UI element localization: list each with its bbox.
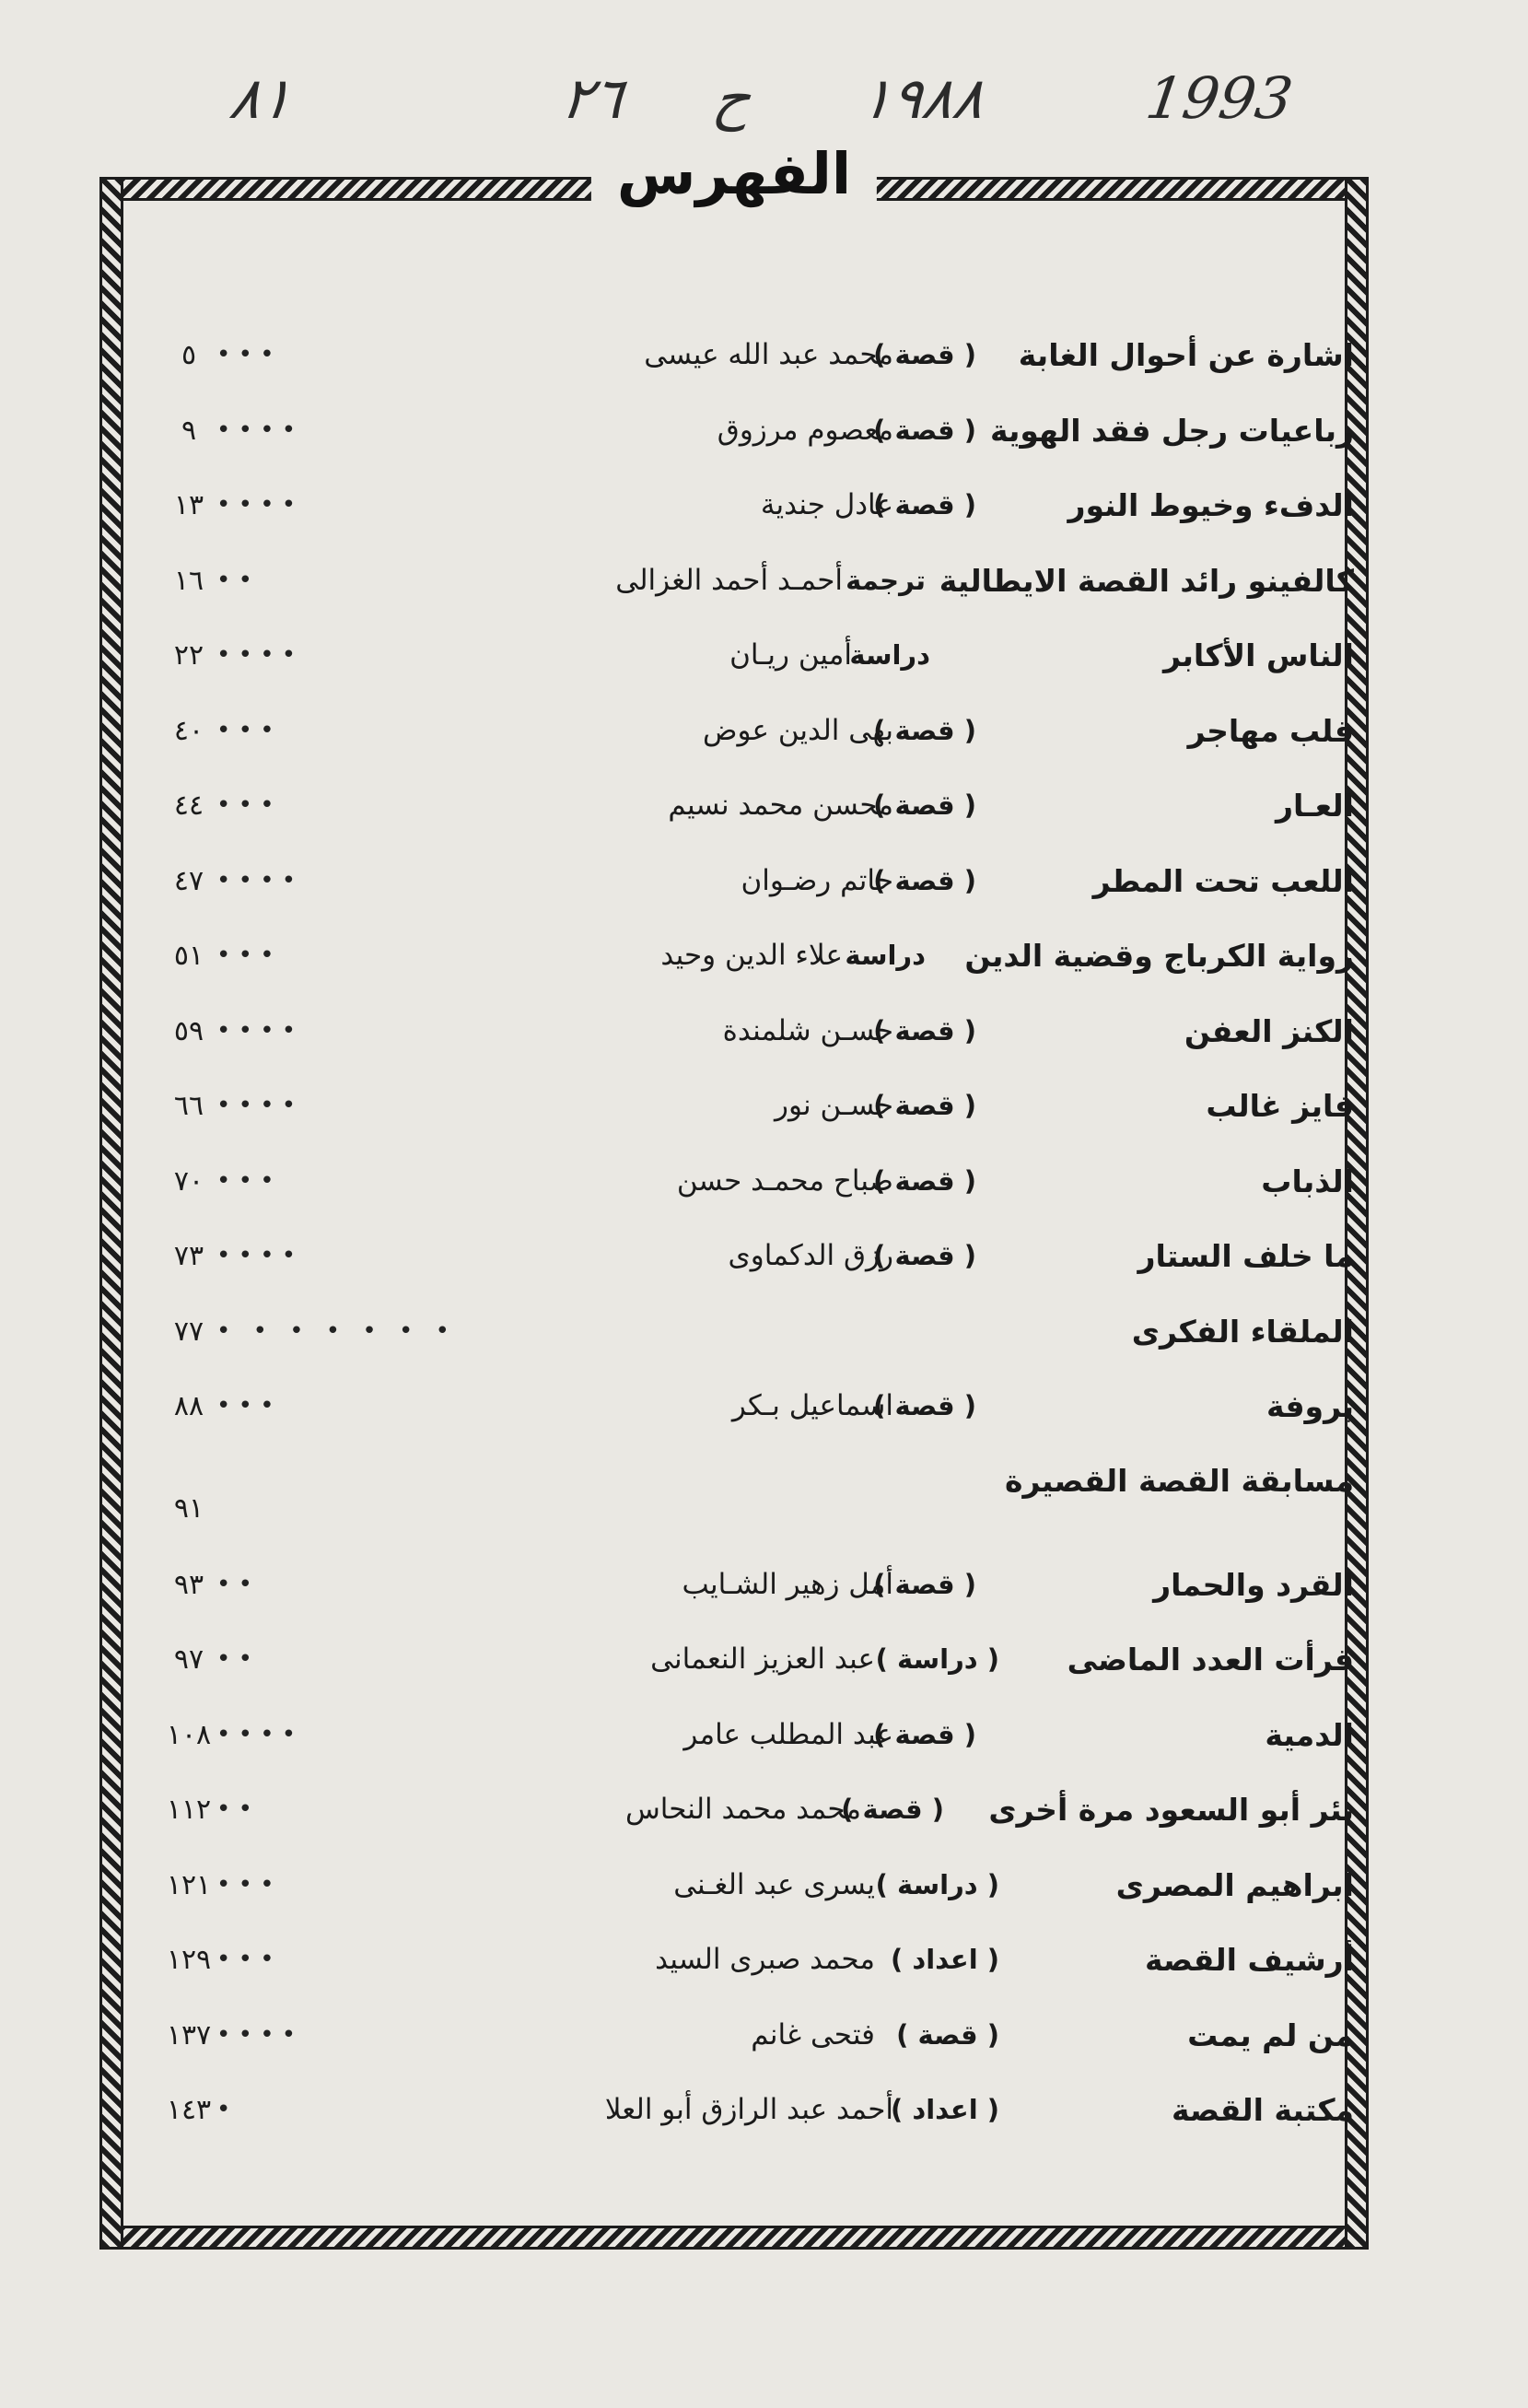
entry-title: اللعب تحت المطر xyxy=(1092,862,1354,899)
toc-entry xyxy=(147,1622,1354,1698)
entry-author: أمل زهير الشـايب xyxy=(682,1567,893,1601)
entry-type: ( قصة ) xyxy=(873,1390,976,1421)
entry-title: مكتبة القصة xyxy=(1171,2092,1354,2128)
entry-type: ( قصة ) xyxy=(873,714,976,746)
entry-page-number: ١٤٣ xyxy=(166,2094,212,2126)
entry-type: ( اعداد ) xyxy=(890,1944,999,1975)
toc-entry xyxy=(147,618,1354,694)
entry-leader-dots: • xyxy=(216,2096,231,2123)
entry-author: عادل جندية xyxy=(760,488,893,521)
entry-title: ما خلف الستار xyxy=(1137,1238,1354,1274)
entry-page-number: ٤٧ xyxy=(173,864,204,897)
handwritten-sep: ح xyxy=(708,64,756,132)
entry-page-number: ١٦ xyxy=(173,564,204,597)
entry-leader-dots: • • • xyxy=(216,1946,274,1973)
toc-entry xyxy=(147,994,1354,1070)
entry-title: فايز غالب xyxy=(1206,1088,1354,1124)
entry-type: ( دراسة ) xyxy=(875,1868,999,1900)
entry-author: صباح محمـد حسن xyxy=(676,1163,893,1198)
page-title: الفهرس xyxy=(616,140,852,207)
frame-left-border xyxy=(99,177,123,2250)
entry-title: رباعيات رجل فقد الهوية xyxy=(989,412,1354,449)
entry-type: ( قصة ) xyxy=(873,864,976,896)
entry-author: فتحى غانم xyxy=(751,2017,875,2051)
title-wrap xyxy=(591,140,877,207)
entry-page-number: ٤٤ xyxy=(173,789,204,822)
entry-leader-dots: • • • xyxy=(216,1392,274,1420)
entry-author: عبد المطلب عامر xyxy=(683,1717,893,1751)
entry-author: أمين ريـان xyxy=(729,638,852,672)
toc-entry xyxy=(147,1548,1354,1623)
toc-entry xyxy=(147,844,1354,919)
entry-title: اشارة عن أحوال الغابة xyxy=(1018,337,1354,373)
entry-title: الملقاء الفكرى xyxy=(1131,1313,1354,1350)
entry-leader-dots: • • xyxy=(216,1570,252,1598)
toc-entry xyxy=(147,1772,1354,1848)
entry-type: ( قصة ) xyxy=(896,2018,999,2051)
entry-title: ابراهيم المصرى xyxy=(1115,1866,1354,1903)
entry-leader-dots: • • • • xyxy=(216,491,297,519)
entry-leader-dots: • • • • xyxy=(216,1720,297,1748)
entry-page-number: ٤٠ xyxy=(173,714,204,747)
entry-author: علاء الدين وحيد xyxy=(660,939,843,972)
entry-leader-dots: • • • xyxy=(216,716,274,744)
entry-title: كالفينو رائد القصة الايطالية xyxy=(939,562,1354,599)
toc-entry xyxy=(147,1698,1354,1773)
entry-title: الذباب xyxy=(1261,1163,1354,1199)
entry-leader-dots: • • • • xyxy=(216,1092,297,1119)
entry-page-number: ٥٩ xyxy=(173,1014,204,1047)
entry-type: ( قصة ) xyxy=(873,414,976,446)
entry-title: من لم يمت xyxy=(1187,2016,1354,2053)
toc-entry xyxy=(147,393,1354,469)
entry-leader-dots: • • • xyxy=(216,1870,274,1899)
entry-title: رواية الكرباج وقضية الدين xyxy=(964,938,1354,974)
toc-entry xyxy=(147,918,1354,994)
entry-title: الدمية xyxy=(1265,1716,1354,1753)
toc-entry xyxy=(147,1144,1354,1220)
toc-entry xyxy=(147,1219,1354,1294)
entry-leader-dots: • • • • xyxy=(216,415,297,444)
entry-type: ( قصة ) xyxy=(873,489,976,520)
entry-title: الدفء وخيوط النور xyxy=(1067,487,1354,523)
entry-author: اسماعيل بـكر xyxy=(731,1389,893,1422)
entry-leader-dots: • • • xyxy=(216,341,274,368)
entry-page-number: ٩٧ xyxy=(173,1643,204,1676)
toc-entry xyxy=(147,768,1354,844)
entry-title: قرأت العدد الماضى xyxy=(1067,1642,1354,1677)
entry-author: رزق الدكماوى xyxy=(728,1239,893,1272)
entry-page-number: ٥ xyxy=(181,339,197,371)
entry-title: قلب مهاجر xyxy=(1187,712,1354,749)
entry-type: ( قصة ) xyxy=(873,339,976,370)
entry-leader-dots: • • • • • • • xyxy=(216,1316,457,1345)
entry-page-number: ٨٨ xyxy=(173,1390,204,1422)
handwritten-volume: ٢٦ xyxy=(556,64,628,132)
toc-entry xyxy=(147,694,1354,769)
entry-page-number: ٩٣ xyxy=(173,1568,204,1601)
entry-author: محمد محمد النحاس xyxy=(624,1793,861,1826)
entry-type: ( قصة ) xyxy=(873,789,976,821)
entry-author: حسـن نور xyxy=(775,1089,893,1122)
entry-type: ( قصة ) xyxy=(873,1568,976,1600)
toc-entry xyxy=(147,1444,1354,1548)
entry-author: أحمـد أحمد الغزالى xyxy=(615,563,843,597)
entry-author: معصوم مرزوق xyxy=(717,413,893,447)
entry-title: الناس الأكابر xyxy=(1163,637,1354,673)
entry-leader-dots: • • • • xyxy=(216,1016,297,1045)
toc-entry xyxy=(147,468,1354,544)
entry-type: ( قصة ) xyxy=(873,1090,976,1121)
entry-type: دراسة xyxy=(845,940,926,971)
entry-type: ( قصة ) xyxy=(841,1794,944,1825)
entry-type: ( قصة ) xyxy=(873,1014,976,1046)
entry-leader-dots: • • • xyxy=(216,791,274,819)
entry-leader-dots: • • xyxy=(216,1795,252,1823)
entry-author: حاتم رضـوان xyxy=(741,863,893,897)
entry-leader-dots: • • xyxy=(216,1645,252,1673)
entry-page-number: ١٢١ xyxy=(166,1868,212,1901)
entry-page-number: ١٣ xyxy=(173,489,204,521)
handwritten-year: 1993 xyxy=(1141,64,1297,132)
entry-leader-dots: • • • • xyxy=(216,1242,297,1269)
entry-page-number: ٥١ xyxy=(173,940,204,972)
toc-entry xyxy=(147,1294,1354,1370)
entry-page-number: ٧٧ xyxy=(173,1315,204,1348)
entry-title: بئر أبو السعود مرة أخرى xyxy=(988,1792,1354,1828)
entry-title: القرد والحمار xyxy=(1153,1566,1354,1603)
toc-entry xyxy=(147,544,1354,619)
toc-entry xyxy=(147,1369,1354,1444)
entry-title: مسابقة القصة القصيرة xyxy=(1005,1462,1354,1499)
entry-author: محمد صبرى السيد xyxy=(655,1943,875,1976)
toc-entry xyxy=(147,1069,1354,1144)
entry-leader-dots: • • • xyxy=(216,1166,274,1195)
entry-page-number: ٧٠ xyxy=(173,1164,204,1198)
entry-page-number: ٩ xyxy=(181,414,197,447)
entry-title: أرشيف القصة xyxy=(1144,1942,1354,1978)
entry-type: ( دراسة ) xyxy=(875,1643,999,1675)
entry-page-number: ٩١ xyxy=(173,1491,204,1525)
entry-leader-dots: • • • • xyxy=(216,866,297,894)
entry-page-number: ٧٣ xyxy=(173,1240,204,1272)
entry-type: ( قصة ) xyxy=(873,1240,976,1271)
toc-entry xyxy=(147,318,1354,393)
entry-type: ( اعداد ) xyxy=(890,2094,999,2125)
frame-bottom-border xyxy=(99,2226,1369,2250)
entry-type: ( قصة ) xyxy=(873,1164,976,1197)
entry-type: دراسة xyxy=(849,639,930,671)
entry-author: أحمد عبد الرازق أبو العلا xyxy=(604,2093,893,2126)
toc-entry xyxy=(147,1848,1354,1923)
entry-title: العـار xyxy=(1276,788,1354,824)
handwritten-year-hijri: ١٩٨٨ xyxy=(856,64,989,132)
entry-page-number: ١٠٨ xyxy=(166,1718,212,1751)
toc-entry xyxy=(147,1998,1354,2074)
entry-title: بروفة xyxy=(1266,1388,1354,1424)
entry-page-number: ٢٢ xyxy=(173,639,204,672)
entry-author: حسـن شلمندة xyxy=(722,1013,893,1047)
entry-page-number: ١٣٧ xyxy=(166,2018,212,2051)
entry-type: ترجمة xyxy=(846,564,926,596)
toc-list xyxy=(147,318,1354,2148)
entry-leader-dots: • • • xyxy=(216,941,274,969)
entry-leader-dots: • • xyxy=(216,566,252,594)
toc-entry xyxy=(147,1923,1354,1998)
entry-leader-dots: • • • • xyxy=(216,641,297,669)
entry-page-number: ٦٦ xyxy=(173,1090,204,1122)
entry-title: الكنز العفن xyxy=(1184,1012,1354,1049)
entry-leader-dots: • • • • xyxy=(216,2020,297,2049)
entry-type: ( قصة ) xyxy=(873,1718,976,1750)
toc-entry xyxy=(147,2073,1354,2148)
entry-page-number: ١٢٩ xyxy=(166,1944,212,1976)
entry-author: محسن محمد نسيم xyxy=(668,789,893,822)
entry-page-number: ١١٢ xyxy=(166,1794,212,1826)
entry-author: محمد عبد الله عيسى xyxy=(644,338,893,371)
entry-author: عبد العزيز النعمانى xyxy=(650,1642,875,1676)
handwritten-number: ٨١ xyxy=(225,64,297,132)
entry-author: يسرى عبد الغـنى xyxy=(673,1867,875,1901)
entry-author: بهى الدين عوض xyxy=(702,713,893,747)
